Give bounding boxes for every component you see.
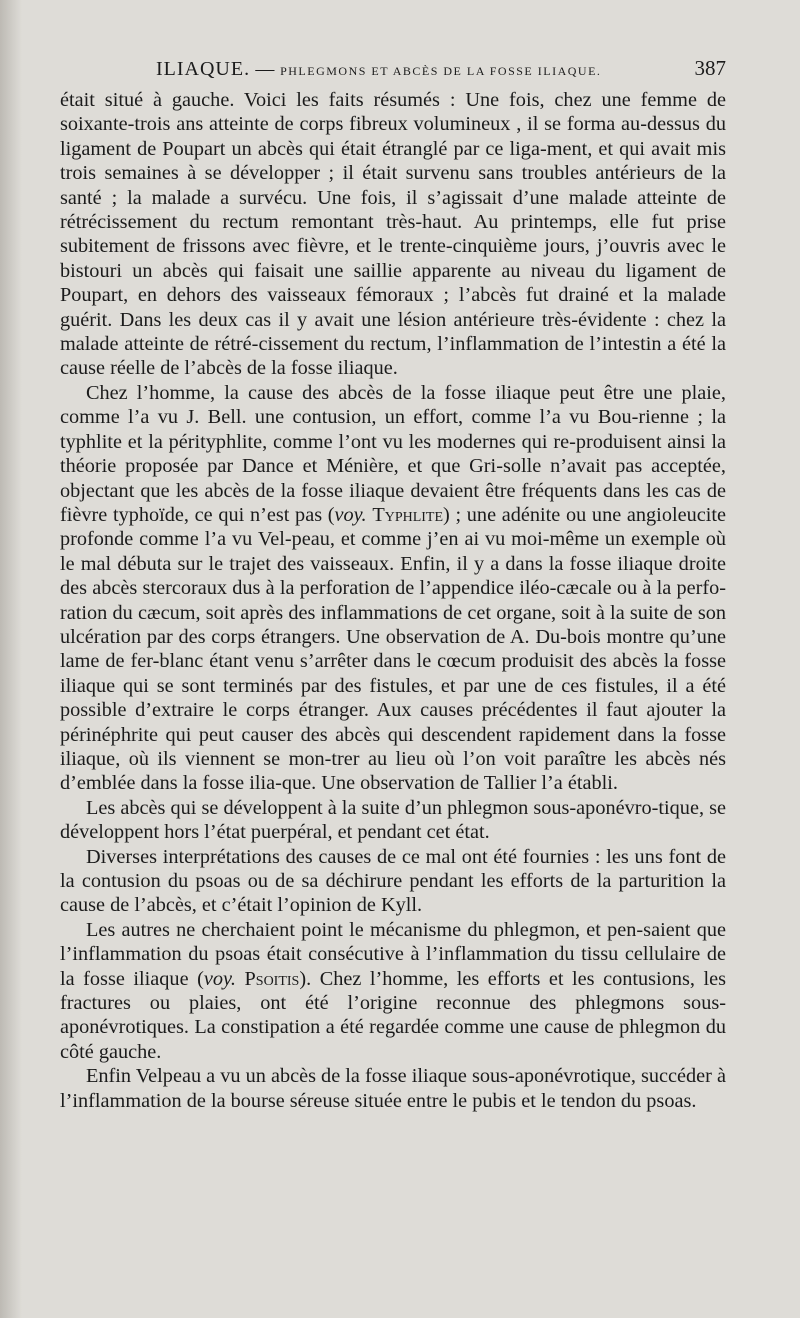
italic-text: voy. (203, 967, 236, 990)
paragraph (60, 796, 726, 845)
text-run (236, 968, 245, 990)
paragraph (60, 845, 726, 918)
text-run: était situé à gauche. Voici les faits résumés : Une fois, chez une femme de soixante-trois ans atteinte de corps fibreux volumineux , il se forma au-dessus du ligament de Poupart un abcès qui était étranglé par ce liga-ment, et qui avait mis trois semaines à se développer ; il était survenu sans troubles antérieurs de la santé ; la malade a survécu. Une fois, il s’agissait d’une malade atteinte de rétrécissement du rectum remontant très-haut. Au printemps, elle fut prise subitement de frissons avec fièvre, et le trente-cinquième jours, j’ouvris avec le bistouri un abcès qui faisait une saillie apparente au niveau du ligament de Poupart, en dehors des vaisseaux fémoraux ; l’abcès fut drainé et la malade guérit. Dans les deux cas il y avait une lésion antérieure très-évidente : chez la malade atteinte de rétré-cissement du rectum, l’inflammation de l’intestin a été la cause réelle de l’abcès de la fosse iliaque. (60, 89, 726, 380)
page-number: 387 (694, 56, 726, 80)
text-run: Chez l’homme, la cause des abcès de la fosse iliaque peut être une plaie, comme l’a vu J. Bell. une contusion, un effort, comme l’a vu Bou-rienne ; la typhlite et la pérityphlite, comme l’ont vu les modernes qui re-produisent ainsi la théorie proposée par Dance et Ménière, et que Gri-solle n’avait pas acceptée, objectant que les abcès de la fosse iliaque devaient être fréquents dans les cas de fièvre typhoïde, ce qui n’est pas ( (60, 381, 726, 526)
paragraph (60, 918, 726, 1064)
text-run: Enfin Velpeau a vu un abcès de la fosse iliaque sous-aponévrotique, succéder à l’inflammation de la bourse séreuse située entre le pubis et le tendon du psoas. (60, 1065, 726, 1112)
text-run: Les autres ne cherchaient point le mécanisme du phlegmon, et pen-saient que l’inflammation du psoas était consécutive à l’inflammation du tissu cellulaire de la fosse iliaque ( (60, 918, 726, 990)
paragraph (60, 88, 726, 381)
text-run: Les abcès qui se développent à la suite d’un phlegmon sous-aponévro-tique, se développent hors l’état puerpéral, et pendant cet état. (60, 796, 726, 844)
text-run: Diverses interprétations des causes de ce mal ont été fournies : les uns font de la contusion du psoas ou de sa déchirure pendant les efforts de la parturition la cause de l’abcès, et c’était l’opinion de Kyll. (60, 845, 726, 917)
small-caps-reference: Typhlite (372, 503, 444, 526)
running-title-sub: PHLEGMONS ET ABCÈS DE LA FOSSE ILIAQUE. (280, 64, 602, 78)
paragraph (60, 1064, 726, 1113)
paragraph (60, 381, 726, 796)
running-title-main: ILIAQUE. (156, 58, 251, 80)
body-text (60, 88, 726, 1113)
text-run: ). Chez l’homme, les efforts et les contusions, les fractures ou plaies, ont été l’origine reconnue des phlegmons sous-aponévrotiques. La constipation a été regardée comme une cause de phlegmon du côté gauche. (60, 967, 726, 1063)
running-title (156, 58, 601, 81)
running-title-separator: — (250, 59, 281, 80)
italic-text: voy. (334, 503, 367, 526)
small-caps-reference: Psoitis (244, 967, 300, 990)
running-header (60, 56, 726, 86)
text-run: ) ; une adénite ou une angioleucite profonde comme l’a vu Vel-peau, et comme j’en ai vu moi-même un exemple où le mal débuta sur le trajet des vaisseaux. Enfin, il y a dans la fosse iliaque droite des abcès stercoraux dus à la perforation de l’appendice iléo-cæcale ou à la perfo-ration du cæcum, soit après des inflammations de cet organe, soit à la suite de son ulcération par des corps étrangers. Une observation de A. Du-bois montre qu’une lame de fer-blanc étant venu s’arrêter dans le cœcum produisit des abcès la fosse iliaque qui se sont terminés par des fistules, et par une de ces fistules, il a été possible d’extraire le corps étranger. Aux causes précédentes il faut ajouter la périnéphrite qui peut causer des abcès qui descendent rapidement dans la fosse iliaque, où ils viennent se mon-trer au lieu où l’on voit paraître les abcès nés d’emblée dans la fosse ilia-que. Une observation de Tallier l’a établi. (60, 503, 727, 795)
